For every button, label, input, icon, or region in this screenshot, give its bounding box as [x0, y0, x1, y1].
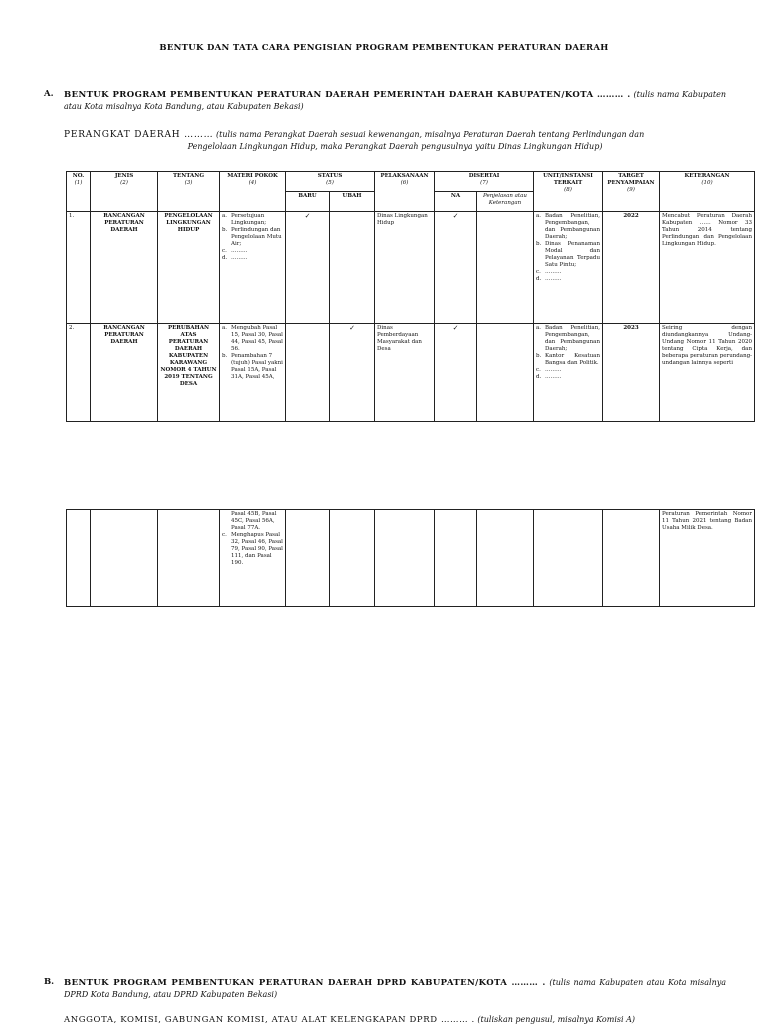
- row1-keterangan: Mencabut Peraturan Daerah Kabupaten …… Nomor 33 Tahun 2014 tentang Perlindungan dan Pengelolaan Lingkungan Hidup.: [660, 212, 755, 324]
- table-row: [67, 324, 755, 422]
- table-row: [67, 212, 755, 324]
- row2-target: 2023: [603, 324, 660, 422]
- section-a-heading: [64, 89, 726, 113]
- row1-unit: a. Badan Penelitian, Pengembangan, dan Pembangunan Daerah; b. Dinas Penanaman Modal dan Pelayanan Terpadu Satu Pintu; c. ……… d. ………: [534, 212, 603, 324]
- cont-materi: Pasal 45B, Pasal 45C, Pasal 56A, Pasal 77A. c. Menghapus Pasal 32, Pasal 46, Pasal 79, Pasal 90, Pasal 111, dan Pasal 190.: [220, 510, 286, 607]
- row1-jenis: RANCANGAN PERATURAN DAERAH: [91, 212, 158, 324]
- row2-unit: a. Badan Penelitian, Pengembangan, dan Pembangunan Daerah; b. Kantor Kesatuan Bangsa dan Politik. c. ……… d. ………: [534, 324, 603, 422]
- header-target: TARGET PENYAMPAIAN (9): [603, 172, 660, 212]
- document-title: BENTUK DAN TATA CARA PENGISIAN PROGRAM PEMBENTUKAN PERATURAN DAERAH: [159, 43, 609, 53]
- header-unit-instansi: UNIT/INSTANSI TERKAIT (8): [534, 172, 603, 212]
- row2-baru-check: [286, 324, 330, 422]
- row1-baru-check: ✓: [286, 212, 330, 324]
- row1-no: 1.: [67, 212, 91, 324]
- row2-tentang: PERUBAHAN ATAS PERATURAN DAERAH KABUPATEN KARAWANG NOMOR 4 TAHUN 2019 TENTANG DESA: [158, 324, 220, 422]
- header-jenis: JENIS (2): [91, 172, 158, 212]
- header-tentang: TENTANG (3): [158, 172, 220, 212]
- table-row: [67, 510, 755, 607]
- header-no: NO. (1): [67, 172, 91, 212]
- perangkat-label: PERANGKAT DAERAH ………: [64, 130, 214, 140]
- header-ubah: UBAH: [330, 192, 375, 212]
- anggota-label: ANGGOTA, KOMISI, GABUNGAN KOMISI, ATAU ALAT KELENGKAPAN DPRD ……… .: [64, 1015, 475, 1025]
- section-b-letter: B.: [44, 977, 55, 987]
- header-pelaksanaan: PELAKSANAAN (6): [375, 172, 435, 212]
- row2-jenis: RANCANGAN PERATURAN DAERAH: [91, 324, 158, 422]
- header-baru: BARU: [286, 192, 330, 212]
- program-table-continuation: [66, 509, 755, 607]
- perangkat-note-line2: Pengelolaan Lingkungan Hidup, maka Perangkat Daerah pengusulnya yaitu Dinas Lingkungan Hidup): [187, 142, 603, 151]
- row1-na-check: ✓: [435, 212, 477, 324]
- header-na: NA: [435, 192, 477, 212]
- row1-target: 2022: [603, 212, 660, 324]
- row2-no: 2.: [67, 324, 91, 422]
- perangkat-daerah-paragraph: [64, 129, 726, 153]
- row2-na-check: ✓: [435, 324, 477, 422]
- section-b-heading: [64, 977, 726, 1001]
- section-a-note: (tulis nama Kabupaten atau Kota misalnya Kota Bandung, atau Kabupaten Bekasi): [64, 90, 727, 111]
- header-disertai: DISERTAI (7): [435, 172, 534, 192]
- program-table: [66, 171, 755, 422]
- row2-penjelasan: [477, 324, 534, 422]
- row2-pelaksanaan: Dinas Pemberdayaan Masyarakat dan Desa: [375, 324, 435, 422]
- row1-tentang: PENGELOLAAN LINGKUNGAN HIDUP: [158, 212, 220, 324]
- row2-ubah-check: ✓: [330, 324, 375, 422]
- anggota-note: (tuliskan pengusul, misalnya Komisi A): [477, 1015, 635, 1024]
- cont-keterangan: Peraturan Pemerintah Nomor 11 Tahun 2021 tentang Badan Usaha Milik Desa.: [660, 510, 755, 607]
- row1-pelaksanaan: Dinas Lingkungan Hidup: [375, 212, 435, 324]
- section-b-note: (tulis nama Kabupaten atau Kota misalnya DPRD Kota Bandung, atau DPRD Kabupaten Bekasi): [64, 978, 727, 999]
- section-b-title: BENTUK PROGRAM PEMBENTUKAN PERATURAN DAERAH DPRD KABUPATEN/KOTA ……… .: [64, 978, 546, 988]
- row1-materi: a. Persetujuan Lingkungan; b. Perlindungan dan Pengelolaan Mutu Air; c. ……… d. ………: [220, 212, 286, 324]
- header-status: STATUS (5): [286, 172, 375, 192]
- header-materi-pokok: MATERI POKOK (4): [220, 172, 286, 212]
- row2-keterangan: Seiring dengan diundangkannya Undang-Undang Nomor 11 Tahun 2020 tentang Cipta Kerja, dan beberapa peraturan perundang-undangan lainnya seperti: [660, 324, 755, 422]
- row2-materi: a. Mengubah Pasal 15, Pasal 30, Pasal 44, Pasal 45, Pasal 56. b. Penambahan 7 (tujuh) Pasal yakni Pasal 15A, Pasal 31A, Pasal 45A,: [220, 324, 286, 422]
- row1-penjelasan: [477, 212, 534, 324]
- perangkat-note-line1: (tulis nama Perangkat Daerah sesuai kewenangan, misalnya Peraturan Daerah tentang Perlindungan dan: [216, 130, 645, 139]
- header-keterangan: KETERANGAN (10): [660, 172, 755, 212]
- section-a-letter: A.: [44, 89, 54, 99]
- row1-ubah-check: [330, 212, 375, 324]
- header-penjelasan: Penjelasan atau Keterangan: [477, 192, 534, 212]
- section-a-title: BENTUK PROGRAM PEMBENTUKAN PERATURAN DAERAH PEMERINTAH DAERAH KABUPATEN/KOTA ……… .: [64, 90, 631, 100]
